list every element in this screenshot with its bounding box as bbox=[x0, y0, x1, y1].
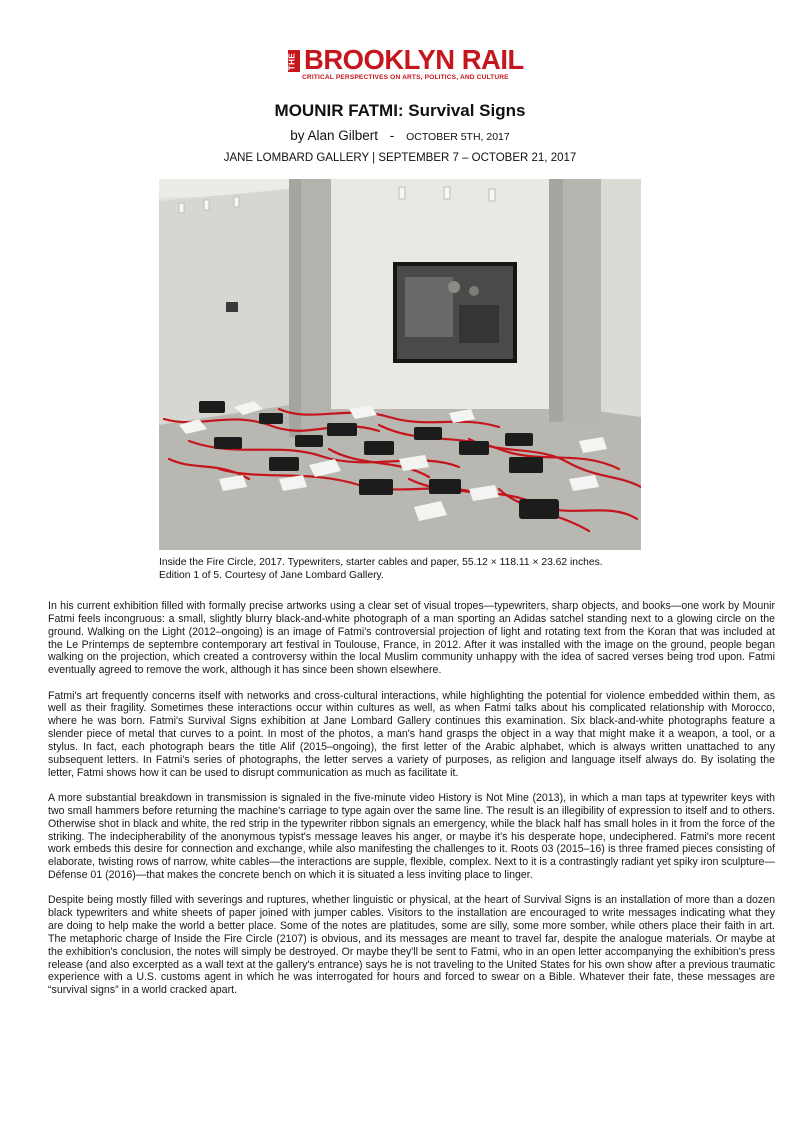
logo-tagline: CRITICAL PERSPECTIVES ON ARTS, POLITICS, AND CULTURE bbox=[302, 74, 509, 81]
article-body bbox=[48, 600, 775, 1010]
paragraph: In his current exhibition filled with formally precise artworks using a clear set of visual tropes—typewriters, sharp objects, and books—one work by Mounir Fatmi feels incongruous: a small, slightly blurry black-and-white photograph of a man sporting an Adidas satchel standing next to a glowing circle on the ground. Walking on the Light (2012–ongoing) is an image of Fatmi's controversial projection of light and rotating text from the Koran that was included at the Le Printemps de septembre contemporary art festival in Toulouse, France, in 2012. After it was installed with the image on the ground, people began walking on the projection, which created a controversy within the local Muslim community unhappy with the idea of sacred verses being trod upon. Fatmi eventually agreed to remove the work, although it has since been shown elsewhere. bbox=[48, 600, 775, 677]
paragraph: Despite being mostly filled with severings and ruptures, whether linguistic or physical, at the heart of Survival Signs is an installation of more than a dozen black typewriters and white sheets of paper joined with jumper cables. Visitors to the installation are encouraged to write messages indicating what they are doing to help make the world a better place. Some of the notes are platitudes, some are silly, some more somber, while others place their faith in art. The metaphoric charge of Inside the Fire Circle (2107) is obvious, and its messages are meant to travel far, despite the analogue materials. Or maybe at the exhibition's conclusion, the notes will simply be destroyed. Or maybe they'll be sent to Fatmi, who in an open letter accompanying the exhibition's press release (and also excerpted as a wall text at the gallery's entrance) says he is not traveling to the United States for his own show after a previous traumatic experience with a U.S. customs agent in which he was interrogated for hours and forced to swear on a Bible. Whatever their fate, these messages are “survival signs” in a world cracked apart. bbox=[48, 894, 775, 997]
logo-the-tab bbox=[288, 50, 300, 72]
caption-line-2: Edition 1 of 5. Courtesy of Jane Lombard Gallery. bbox=[159, 570, 384, 581]
exhibition-info: JANE LOMBARD GALLERY | SEPTEMBER 7 – OCTOBER 21, 2017 bbox=[223, 152, 577, 164]
paragraph: Fatmi's art frequently concerns itself with networks and cross-cultural interactions, while highlighting the potential for violence embedded within them, as well as their fragility. Sometimes these interactions occur within cultures as well, as when Fatmi talks about his complicated relationship with Morocco, where he was born. Fatmi's Survival Signs exhibition at Jane Lombard Gallery continues this examination. Six black-and-white photographs feature a slender piece of metal that curves to a point. In most of the photos, a man's hand grasps the object in a way that might make it a weapon, a tool, or a stylus. In fact, each photograph bears the title Alif (2015–ongoing), the first letter of the Arabic alphabet, which is always written unattached to any subsequent letters. In Fatmi's series of photographs, the letter serves a variety of purposes, as religion and language itself always do. By isolating the letter, Fatmi shows how it can be used to disrupt communication as much as facilitate it. bbox=[48, 689, 775, 779]
author-name[interactable]: by Alan Gilbert bbox=[290, 128, 379, 143]
logo-the-text: THE bbox=[287, 52, 297, 71]
article-title: MOUNIR FATMI: Survival Signs bbox=[274, 101, 526, 120]
byline-separator: - bbox=[389, 128, 395, 143]
caption-line-1: Inside the Fire Circle, 2017. Typewriters, starter cables and paper, 55.12 × 118.11 × 23.62 inches. bbox=[159, 557, 603, 568]
publish-date: OCTOBER 5TH, 2017 bbox=[406, 131, 510, 143]
masthead-logo[interactable] bbox=[287, 44, 524, 84]
paragraph: A more substantial breakdown in transmission is signaled in the five-minute video History is Not Mine (2013), in which a man taps at typewriter keys with two small hammers before returning the machine's carriage to type again over the same line. The result is an illegibility of expression to itself and to others. Otherwise shot in black and white, the red strip in the typewriter ribbon signals an emergency, while the black half has small holes in it from the force of the striking. The indecipherability of the anonymous typist's message leaves his anger, or maybe it's his desperate hope, undeciphered. Fatmi's more recent work embeds this desire for connection and exchange, while also manifesting the challenges to it. Roots 03 (2015–16) is three framed pieces consisting of elaborate, twisting rows of narrow, white cables—the interactions are supple, flexible, complex. Next to it is a contrastingly radiant yet spiky iron sculpture—Défense 01 (2016)—that makes the concrete bench on which it is situated a less inviting place to linger. bbox=[48, 791, 775, 882]
logo-wordmark: BROOKLYN RAIL bbox=[304, 44, 524, 75]
installation-photo bbox=[159, 179, 641, 550]
byline bbox=[0, 128, 800, 143]
photo-caption bbox=[159, 556, 639, 582]
